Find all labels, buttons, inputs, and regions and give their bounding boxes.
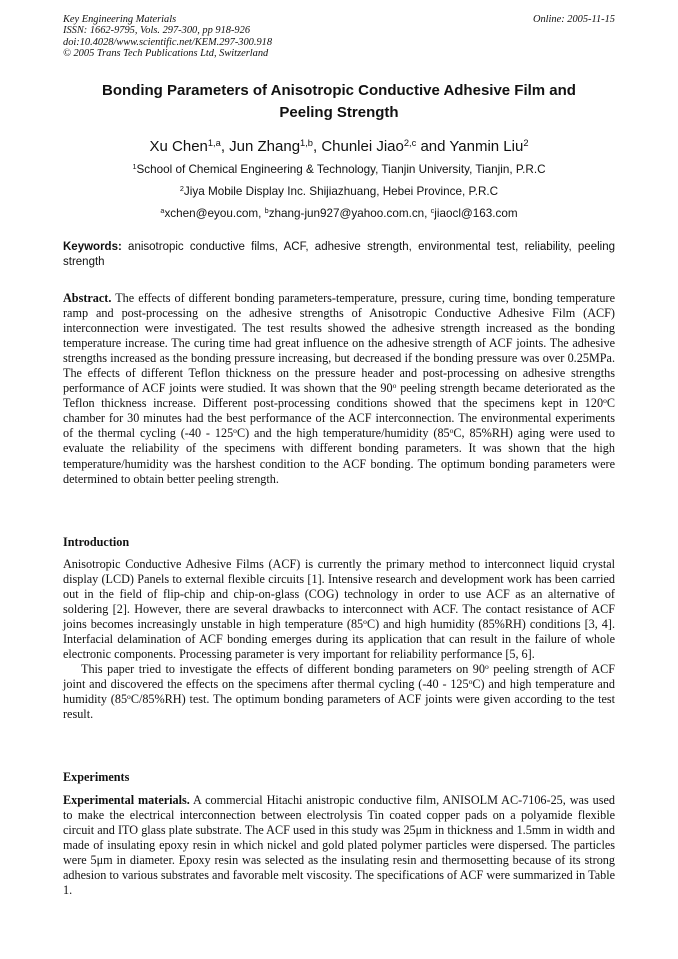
affiliation-2-sup: 2 [179, 184, 184, 194]
abstract-deg-2: o [603, 396, 607, 406]
abstract-text-1: The effects of different bonding parameters-temperature, pressure, curing time, bonding temperature ramp and post-processing on the adhesive strengths of Anisotropic Conductive Adhesive Film (ACF) interconnection were investigated. The test results showed the adhesive strength increased as the bonding temperature increase. The curing time had great influence on the adhesive strength of ACF joints. The adhesive strengths increased as the bonding pressure increasing, but decreased if the bonding pressure was over 0.25MPa. The effects of different Teflon thickness on the pressure header and post-processing on adhesive strengths performance of ACF joints were studied. It was shown that the 90 [63, 291, 615, 396]
author-2: , Jun Zhang [220, 138, 301, 155]
introduction-paragraph-2 [63, 662, 615, 722]
intro-p2-deg-2: o [468, 677, 473, 687]
keywords-label: Keywords: [63, 241, 122, 253]
issn-line: ISSN: 1662-9795, Vols. 297-300, pp 918-926 [63, 25, 251, 37]
experiments-heading: Experiments [63, 770, 130, 784]
intro-p2-text-a: This paper tried to investigate the effects of different bonding parameters on 90 [81, 662, 485, 677]
email-a: xchen@eyou.com, [164, 207, 265, 220]
intro-p1-text-a: Anisotropic Conductive Adhesive Films (ACF) is currently the primary method to interconnect liquid crystal display (LCD) Panels to external flexible circuits [1]. Intensive research and development work has been carried out in the field of flip-chip and chip-on-glass (COG) technology in order to use ACF as an alternative of soldering [2]. However, there are several drawbacks to interconnect with ACF. The contact resistance of ACF joins becomes increasingly unstable in high temperature (85 [63, 557, 615, 632]
author-1-sup: 1,a [207, 137, 221, 148]
experiments-paragraph [63, 793, 615, 898]
intro-p2-text-d: C/85%RH) test. The optimum bonding parameters of ACF joints were given according to the test result. [63, 692, 615, 722]
journal-name: Key Engineering Materials [63, 14, 177, 25]
affiliation-2-text: Jiya Mobile Display Inc. Shijiazhuang, Hebei Province, P.R.C [183, 185, 499, 198]
keywords-text: anisotropic conductive films, ACF, adhesive strength, environmental test, reliability, peeling strength [63, 241, 615, 268]
affiliation-2 [63, 185, 615, 199]
abstract-text-4: C) and the high temperature/humidity (85 [236, 426, 450, 441]
journal-header [63, 14, 272, 60]
introduction-paragraph-1 [63, 557, 615, 662]
paper-title [63, 80, 615, 124]
experiments-text: A commercial Hitachi anistropic conductive film, ANISOLM AC-7106-25, was used to make the electrical interconnection between electrolysis Tin coated copper pads on a polyamide flexible circuit and ITO glass plate substrate. The ACF used in this study was 25μm in thickness and 1.5mm in width and made of insulating epoxy resin in which nickel and gold plated polymer particles were dispersed. The particles were 5μm in diameter. Epoxy resin was selected as the insulating resin and thermosetting because of its strong adhesion to various substrates and favorable melt viscosity. The specifications of ACF were summarized in Table 1. [63, 793, 615, 898]
author-4: and Yanmin Liu [416, 138, 524, 155]
abstract-text-2: peeling strength became deteriorated as the Teflon thickness increase. Different post-processing conditions showed that the specimens kept in 120 [63, 381, 615, 411]
intro-p2-text-b: peeling strength of ACF joint and discovered the effects on the specimens after thermal cycling (-40 - 125 [63, 662, 615, 692]
abstract-label: Abstract. [63, 291, 112, 305]
abstract-text-3: C chamber for 30 minutes had the best performance of the ACF interconnection. The environmental experiments of the thermal cycling (-40 - 125 [63, 396, 615, 441]
doi-line: doi:10.4028/www.scientific.net/KEM.297-300.918 [63, 36, 273, 48]
keywords [63, 240, 615, 270]
abstract-text-5: C, 85%RH) aging were used to evaluate the reliability of the specimens with different bonding parameters. It was shown that the high temperature/humidity was the harshest condition to the ACF bonding. The optimum bonding parameters were determined to obtain better peeling strength. [63, 426, 615, 486]
intro-p2-deg-1: o [484, 662, 489, 672]
intro-p1-deg: o [363, 617, 367, 627]
author-4-sup: 2 [523, 137, 529, 148]
author-1: Xu Chen [149, 138, 208, 155]
abstract-paragraph [63, 291, 615, 487]
author-2-sup: 1,b [300, 137, 313, 148]
introduction-body [63, 557, 615, 723]
intro-p2-deg-3: o [127, 692, 131, 702]
abstract-deg-4: o [449, 426, 454, 436]
email-a-sup: a [160, 206, 165, 216]
experiments-label: Experimental materials. [63, 793, 190, 807]
email-b: zhang-jun927@yahoo.com.cn, [268, 207, 431, 220]
affiliation-1-sup: 1 [132, 162, 137, 172]
title-line-2: Peeling Strength [279, 104, 399, 121]
introduction-heading: Introduction [63, 535, 130, 549]
author-3-sup: 2,c [403, 137, 417, 148]
email-line [63, 207, 615, 221]
intro-p1-text-b: C) and high humidity (85%RH) conditions [3, 4]. Interfacial delamination of ACF bonding emerges during its application that can result in the failure of whole electronic components. Processing parameter is very important for reliability performance [5, 6]. [63, 617, 616, 662]
email-b-sup: b [264, 206, 269, 216]
title-line-1: Bonding Parameters of Anisotropic Conductive Adhesive Film and [102, 82, 576, 99]
email-c-sup: c [430, 206, 435, 216]
author-3: , Chunlei Jiao [312, 138, 404, 155]
abstract-deg-1: o [392, 381, 397, 391]
online-date: Online: 2005-11-15 [532, 14, 615, 25]
abstract-deg-3: o [233, 426, 237, 436]
author-list [63, 138, 615, 156]
affiliation-1 [63, 163, 615, 177]
intro-p2-text-c: C) and high temperature and humidity (85 [63, 677, 615, 707]
copyright-line: © 2005 Trans Tech Publications Ltd, Switzerland [63, 48, 269, 60]
affiliation-1-text: School of Chemical Engineering & Technology, Tianjin University, Tianjin, P.R.C [136, 163, 546, 176]
email-c: jiaocl@163.com [434, 207, 518, 220]
